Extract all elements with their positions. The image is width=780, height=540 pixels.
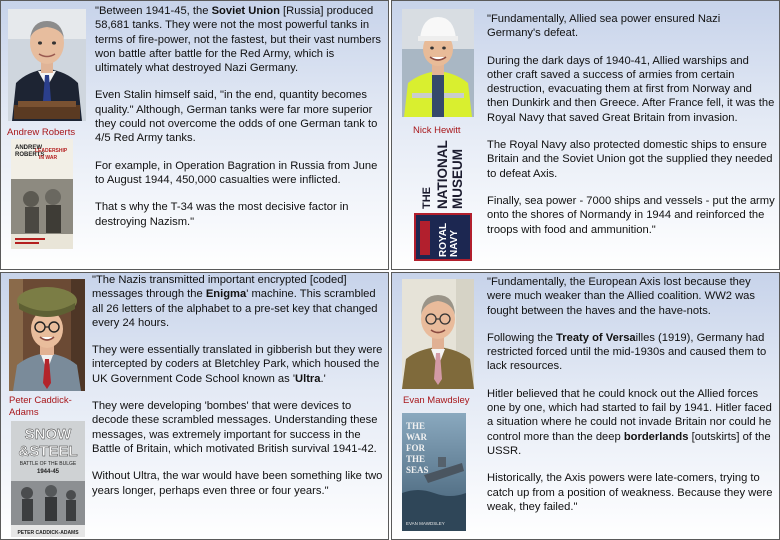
logo-top-text: ROYAL xyxy=(438,222,449,257)
quote-bold-term: borderlands xyxy=(623,430,689,443)
panel-evan-mawdsley xyxy=(391,272,780,540)
quote-paragraph xyxy=(487,387,775,458)
svg-text:ROBERTS: ROBERTS xyxy=(15,152,45,158)
quote-bold-term: Ultra xyxy=(295,372,321,385)
quote-paragraph: Historically, the Axis powers were late-comers, trying to catch up from a position of weakness. Because they were weak, they failed." xyxy=(487,472,773,513)
leadership-in-war-book-cover xyxy=(11,139,73,249)
quote-paragraph: "Fundamentally, the European Axis lost because they were much weaker than the Allied coalition. WW2 was fought between the haves and the have-nots. xyxy=(487,276,755,317)
quote-paragraph: Finally, sea power - 7000 ships and vessels - put the army onto the shores of Normandy in 1944 and reinforced the troops with food and ammunition." xyxy=(487,194,775,236)
panel-nick-hewitt xyxy=(391,0,780,270)
svg-text:1944-45: 1944-45 xyxy=(36,469,60,475)
quote-paragraph: For example, in Operation Bagration in Russia from June to August 1944, 450,000 casualties were inflicted. xyxy=(95,159,378,186)
museum-line-1: THE xyxy=(421,187,433,209)
peter-caddick-adams-quote xyxy=(92,273,384,498)
nick-hewitt-name: Nick Hewitt xyxy=(413,125,461,136)
quote-paragraph: They were developing 'bombes' that were devices to decode these scrambled messages. Understanding these messages, was extremely important for success in the Battle of Britain, which motivated British survival 1941-42. xyxy=(92,400,378,455)
quote-text: illes (1919), Germany had restricted forced until the mid-1930s and caused them to lack resources. xyxy=(487,331,767,373)
svg-text:THE: THE xyxy=(406,454,426,464)
svg-text:PETER CADDICK-ADAMS: PETER CADDICK-ADAMS xyxy=(17,530,79,536)
quote-paragraph: Without Ultra, the war would have been something like two years longer, perhaps even three or four years." xyxy=(92,470,383,497)
svg-text:ANDREW: ANDREW xyxy=(15,145,42,151)
quote-bold-term: Treaty of Versa xyxy=(556,331,636,344)
evan-mawdsley-portrait xyxy=(402,279,474,389)
national-museum-wordmark xyxy=(420,141,470,209)
panel-peter-caddick-adams xyxy=(0,272,389,540)
svg-text:EVAN MAWDSLEY: EVAN MAWDSLEY xyxy=(406,521,445,526)
svg-text:WAR: WAR xyxy=(406,432,428,442)
quote-text: They were essentially translated in gibberish but they were intercepted by coders at Bletchley Park, which housed the UK Government Code School known as ' xyxy=(92,344,383,385)
flag-icon xyxy=(420,221,430,255)
evan-mawdsley-name: Evan Mawdsley xyxy=(403,395,470,406)
svg-text:FOR: FOR xyxy=(406,443,425,453)
quote-paragraph: During the dark days of 1940-41, Allied warships and other craft saved a success of armies from certain destruction, evacuating them at first from Norway and then Dunkirk and then Greece. After France fell, it was the Royal Navy that saved Great Britain from invasion. xyxy=(487,54,775,124)
panel-andrew-roberts xyxy=(0,0,389,270)
svg-text:THE: THE xyxy=(406,421,426,431)
name-line-2: Adams xyxy=(9,407,39,418)
quote-text: .' xyxy=(320,372,326,385)
quote-text: Following the xyxy=(487,331,557,344)
svg-text:&STEEL: &STEEL xyxy=(18,443,78,460)
evan-mawdsley-quote xyxy=(487,275,775,514)
quote-text: Hitler believed that he could knock out the Allied forces one by one, which had started to fail by 1941. Hitler faced a situation where he could not invade Britain nor could he control more than the deep xyxy=(487,387,772,443)
quote-paragraph: Even Stalin himself said, "in the end, quantity becomes quality." Although, German tanks were far more superior they could not overcome the odds of one German tank to 4/5 Red Army tanks. xyxy=(95,89,378,145)
svg-text:IN WAR: IN WAR xyxy=(39,155,58,161)
quote-bold-term: Soviet Union xyxy=(211,5,280,17)
andrew-roberts-portrait xyxy=(8,9,86,121)
quote-paragraph xyxy=(92,273,384,330)
svg-text:SNOW: SNOW xyxy=(24,426,72,443)
quote-text: [Russia] produced 58,681 tanks. They were not the most powerful tanks in terms of fire-power, not the fastest, but their vast numbers won battle after battle for the Red Army, which is ultimately what destroyed Nazi Germany. xyxy=(95,5,382,75)
quote-text: [outskirts] of the USSR. xyxy=(487,430,771,457)
war-for-the-seas-book-cover xyxy=(402,413,466,531)
name-line-1: Peter Caddick- xyxy=(9,395,72,406)
quote-text: "Between 1941-45, the xyxy=(95,5,212,17)
quote-paragraph xyxy=(487,331,775,374)
museum-line-2: NATIONAL xyxy=(435,140,450,209)
snow-and-steel-book-cover xyxy=(11,421,85,537)
quote-paragraph xyxy=(95,4,383,75)
museum-line-3: MUSEUM xyxy=(450,149,465,209)
quote-bold-term: Enigma xyxy=(205,288,247,301)
svg-text:LEADERSHIP: LEADERSHIP xyxy=(35,148,68,154)
nick-hewitt-quote xyxy=(487,12,775,237)
quote-paragraph xyxy=(92,343,384,386)
quote-text: "The Nazis transmitted important encrypted [coded] messages through the xyxy=(92,274,347,301)
peter-caddick-adams-portrait xyxy=(9,279,85,391)
quote-paragraph: The Royal Navy also protected domestic ships to ensure Britain and the Soviet Union got the supplied they needed to defeat Axis. xyxy=(487,139,773,180)
andrew-roberts-quote xyxy=(95,4,383,229)
svg-text:SEAS: SEAS xyxy=(406,465,429,475)
logo-bottom-text: NAVY xyxy=(449,229,460,257)
quote-paragraph: That s why the T-34 was the most decisive factor in destroying Nazism." xyxy=(95,201,349,228)
quote-text: ' machine. This scrambled all 26 letters of the alphabet to a pre-set key that changed every 24 hours. xyxy=(92,288,378,329)
svg-text:BATTLE OF THE BULGE: BATTLE OF THE BULGE xyxy=(19,461,77,467)
royal-navy-logo xyxy=(414,213,472,261)
andrew-roberts-name: Andrew Roberts xyxy=(7,127,76,138)
nick-hewitt-portrait xyxy=(402,9,474,117)
quote-paragraph: "Fundamentally, Allied sea power ensured Nazi Germany's defeat. xyxy=(487,13,721,40)
peter-caddick-adams-name xyxy=(9,395,72,419)
